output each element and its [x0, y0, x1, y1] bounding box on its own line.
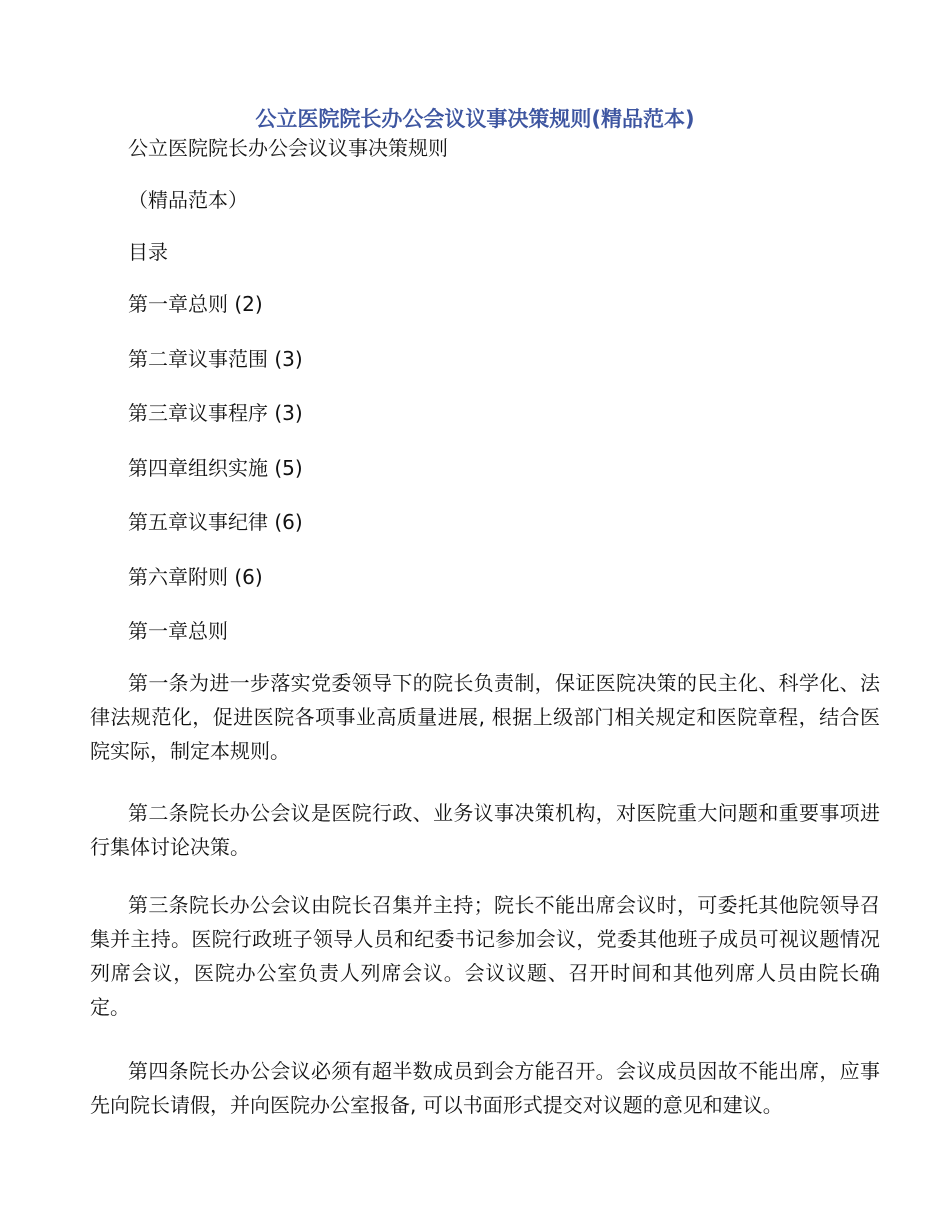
toc-heading: 目录 [128, 240, 168, 264]
article-paragraph: 第二条院长办公会议是医院行政、业务议事决策机构，对医院重大问题和重要事项进行集体讨论决策。 [90, 801, 880, 859]
article-paragraph: 第四条院长办公会议必须有超半数成员到会方能召开。会议成员因故不能出席，应事先向院长请假，并向医院办公室报备, 可以书面形式提交对议题的意见和建议。 [90, 1059, 880, 1117]
toc-item: 第二章议事范围 (3) [128, 347, 303, 371]
document-title: 公立医院院长办公会议议事决策规则(精品范本) [255, 107, 695, 131]
toc-item: 第六章附则 (6) [128, 565, 263, 589]
document-subtitle: 公立医院院长办公会议议事决策规则 [128, 136, 448, 160]
article-paragraph: 第三条院长办公会议由院长召集并主持；院长不能出席会议时，可委托其他院领导召集并主持。医院行政班子领导人员和纪委书记参加会议，党委其他班子成员可视议题情况列席会议，医院办公室负责人列席会议。会议议题、召开时间和其他列席人员由院长确定。 [90, 893, 880, 1019]
toc-item: 第五章议事纪律 (6) [128, 510, 303, 534]
article-paragraph: 第一条为进一步落实党委领导下的院长负责制，保证医院决策的民主化、科学化、法律法规范化，促进医院各项事业高质量进展, 根据上级部门相关规定和医院章程，结合医院实际，制定本规则。 [90, 671, 880, 763]
toc-item: 第三章议事程序 (3) [128, 401, 303, 425]
document-subtitle-note: （精品范本） [128, 188, 248, 212]
toc-item: 第一章总则 (2) [128, 292, 263, 316]
chapter-heading: 第一章总则 [128, 619, 228, 643]
toc-item: 第四章组织实施 (5) [128, 456, 303, 480]
